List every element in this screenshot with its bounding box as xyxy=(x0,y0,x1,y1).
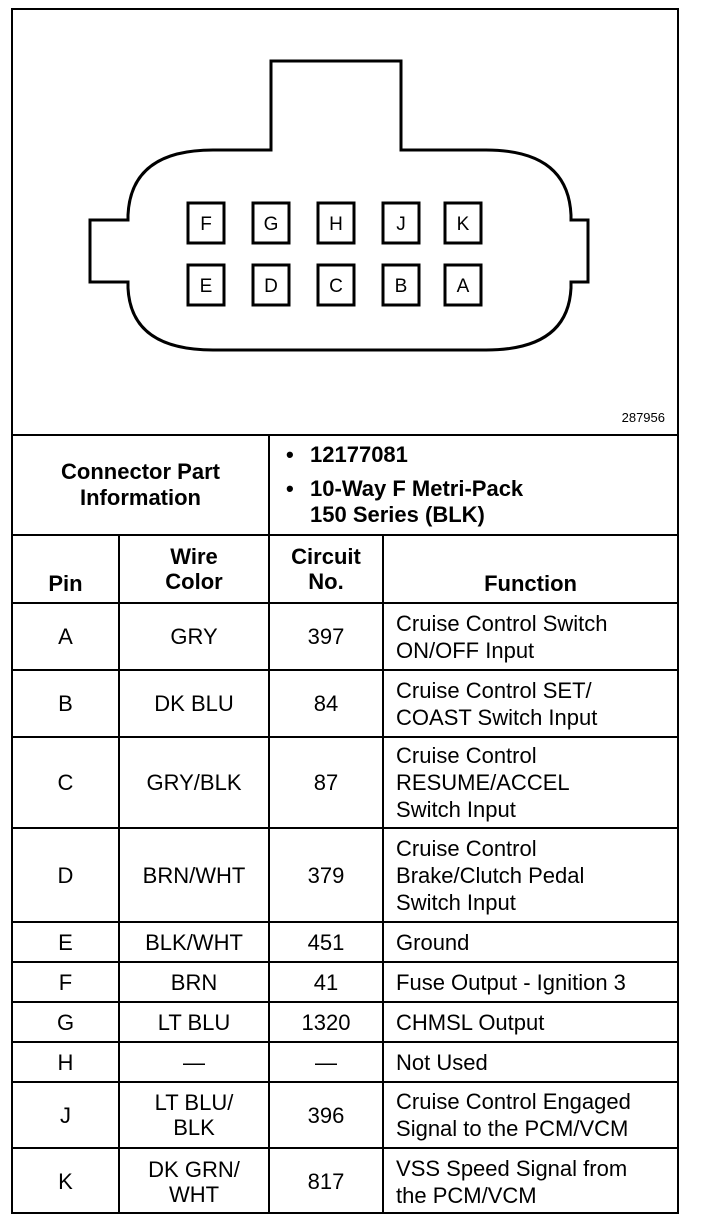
wire-color-header: Wire Color xyxy=(119,535,269,603)
connector-part-info-label: Connector Part Information xyxy=(13,436,269,535)
header-row xyxy=(13,535,677,603)
pin-rows xyxy=(13,603,677,1214)
connector-part-info-list xyxy=(269,436,677,535)
circuit-cell: 451 xyxy=(269,922,383,962)
pin-label: E xyxy=(199,276,213,297)
connector-series: • 10-Way F Metri-Pack 150 Series (BLK) xyxy=(310,476,677,528)
wire-color-cell: DK BLU xyxy=(119,670,269,737)
pin-cavity-a xyxy=(445,265,481,305)
table-row xyxy=(13,737,677,828)
function-cell: CHMSL Output xyxy=(383,1002,677,1042)
table-row xyxy=(13,670,677,737)
circuit-cell: 1320 xyxy=(269,1002,383,1042)
pin-header: Pin xyxy=(13,535,119,603)
pin-cavity-b xyxy=(383,265,419,305)
circuit-cell: 379 xyxy=(269,828,383,922)
pin-cell: H xyxy=(13,1042,119,1082)
circuit-cell: 41 xyxy=(269,962,383,1002)
wire-color-cell: GRY/BLK xyxy=(119,737,269,828)
function-cell: Cruise Control SET/ COAST Switch Input xyxy=(383,670,677,737)
function-cell: Not Used xyxy=(383,1042,677,1082)
figure-number: 287956 xyxy=(621,410,665,425)
pin-label: J xyxy=(396,214,406,235)
pin-cell: K xyxy=(13,1148,119,1214)
pin-cavity-c xyxy=(318,265,354,305)
pin-label: G xyxy=(263,214,279,235)
pin-cavity-g xyxy=(253,203,289,243)
pin-label: F xyxy=(200,214,212,235)
pin-label: B xyxy=(394,276,408,297)
pinout-table xyxy=(13,436,677,1214)
function-cell: Fuse Output - Ignition 3 xyxy=(383,962,677,1002)
pin-label: D xyxy=(264,276,278,297)
function-cell: Cruise Control Switch ON/OFF Input xyxy=(383,603,677,670)
table-row xyxy=(13,922,677,962)
table-row xyxy=(13,1042,677,1082)
pin-label: K xyxy=(456,214,470,235)
function-cell: Ground xyxy=(383,922,677,962)
table-row xyxy=(13,603,677,670)
circuit-cell: — xyxy=(269,1042,383,1082)
pin-label: H xyxy=(329,214,343,235)
connector-outline xyxy=(13,10,677,434)
part-number: • 12177081 xyxy=(310,442,677,468)
pin-label: C xyxy=(329,276,343,297)
pin-cavity-j xyxy=(383,203,419,243)
pin-cell: D xyxy=(13,828,119,922)
connector-diagram xyxy=(13,10,677,436)
table-row xyxy=(13,1002,677,1042)
pin-cell: A xyxy=(13,603,119,670)
circuit-cell: 396 xyxy=(269,1082,383,1148)
pin-label: A xyxy=(456,276,470,297)
pin-cavity-d xyxy=(253,265,289,305)
wire-color-cell: DK GRN/ WHT xyxy=(119,1148,269,1214)
wire-color-cell: — xyxy=(119,1042,269,1082)
table-row xyxy=(13,1082,677,1148)
table-row xyxy=(13,962,677,1002)
pin-cell: B xyxy=(13,670,119,737)
function-cell: Cruise Control RESUME/ACCEL Switch Input xyxy=(383,737,677,828)
pin-cell: E xyxy=(13,922,119,962)
wire-color-cell: LT BLU/ BLK xyxy=(119,1082,269,1148)
pin-cavity-h xyxy=(318,203,354,243)
table-row xyxy=(13,828,677,922)
function-cell: Cruise Control Brake/Clutch Pedal Switch Input xyxy=(383,828,677,922)
wire-color-cell: BRN/WHT xyxy=(119,828,269,922)
pin-cell: F xyxy=(13,962,119,1002)
circuit-no-header: Circuit No. xyxy=(269,535,383,603)
pin-cell: G xyxy=(13,1002,119,1042)
pin-cavity-e xyxy=(188,265,224,305)
connector-sheet xyxy=(11,8,679,1214)
circuit-cell: 817 xyxy=(269,1148,383,1214)
circuit-cell: 84 xyxy=(269,670,383,737)
table-row xyxy=(13,1148,677,1214)
circuit-cell: 397 xyxy=(269,603,383,670)
pin-cell: J xyxy=(13,1082,119,1148)
function-cell: VSS Speed Signal from the PCM/VCM xyxy=(383,1148,677,1214)
wire-color-cell: BRN xyxy=(119,962,269,1002)
function-header: Function xyxy=(383,535,677,603)
wire-color-cell: BLK/WHT xyxy=(119,922,269,962)
wire-color-cell: LT BLU xyxy=(119,1002,269,1042)
pin-cell: C xyxy=(13,737,119,828)
pin-cavity-k xyxy=(445,203,481,243)
function-cell: Cruise Control Engaged Signal to the PCM/VCM xyxy=(383,1082,677,1148)
pin-cavity-f xyxy=(188,203,224,243)
wire-color-cell: GRY xyxy=(119,603,269,670)
circuit-cell: 87 xyxy=(269,737,383,828)
connector-info-row xyxy=(13,436,677,535)
